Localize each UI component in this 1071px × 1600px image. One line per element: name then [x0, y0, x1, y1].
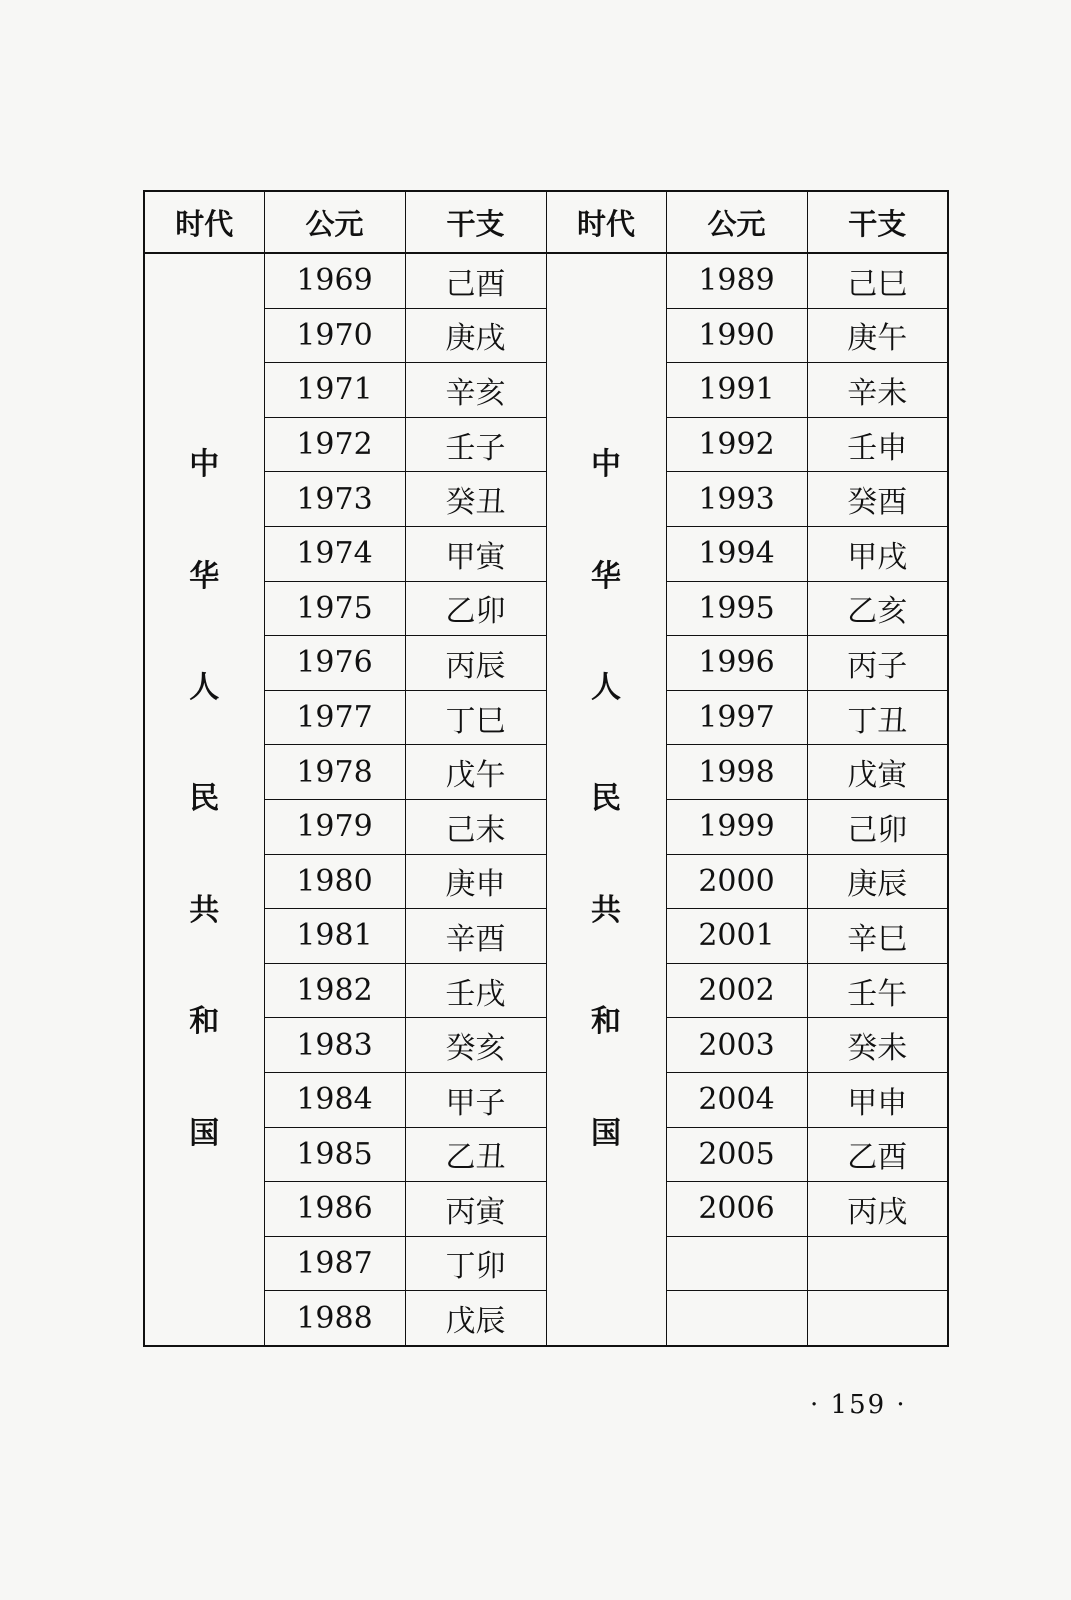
- year-cell: [666, 1236, 807, 1291]
- ganzhi-table: [143, 190, 949, 1347]
- year-cell: 2003: [666, 1018, 807, 1073]
- ganzhi-cell: 壬戌: [405, 963, 546, 1018]
- year-cell: 1981: [264, 909, 405, 964]
- era-char: 和: [189, 1004, 220, 1040]
- era-char: 共: [189, 892, 220, 928]
- ganzhi-cell: 庚戌: [405, 308, 546, 363]
- era-char: 中: [591, 447, 621, 483]
- ganzhi-cell: 庚申: [405, 854, 546, 909]
- ganzhi-cell: 甲寅: [405, 526, 546, 581]
- era-char: 民: [189, 781, 220, 817]
- ganzhi-cell: 己末: [405, 799, 546, 854]
- year-cell: 1977: [264, 690, 405, 745]
- ganzhi-cell: [807, 1291, 948, 1346]
- era-char: 民: [591, 781, 621, 817]
- year-cell: 1973: [264, 472, 405, 527]
- ganzhi-cell: 甲子: [405, 1072, 546, 1127]
- ganzhi-cell: 己酉: [405, 253, 546, 308]
- year-cell: 1991: [666, 363, 807, 418]
- year-cell: 1990: [666, 308, 807, 363]
- ganzhi-cell: 戊午: [405, 745, 546, 800]
- era-char: 共: [591, 892, 621, 928]
- header-era-right: 时代: [546, 191, 666, 253]
- year-cell: 1994: [666, 526, 807, 581]
- ganzhi-cell: 庚午: [807, 308, 948, 363]
- ganzhi-cell: 丁巳: [405, 690, 546, 745]
- ganzhi-cell: 辛巳: [807, 909, 948, 964]
- table-body: [144, 253, 948, 1346]
- header-era-left: 时代: [144, 191, 264, 253]
- header-ganzhi-left: 干支: [405, 191, 546, 253]
- year-cell: 1986: [264, 1182, 405, 1237]
- year-cell: 1992: [666, 417, 807, 472]
- year-cell: 1989: [666, 253, 807, 308]
- year-cell: 1983: [264, 1018, 405, 1073]
- ganzhi-cell: 乙卯: [405, 581, 546, 636]
- ganzhi-cell: 壬子: [405, 417, 546, 472]
- ganzhi-cell: 戊辰: [405, 1291, 546, 1346]
- era-text-right: [547, 409, 666, 1189]
- era-char: 和: [591, 1004, 621, 1040]
- ganzhi-cell: 庚辰: [807, 854, 948, 909]
- header-row: [144, 191, 948, 253]
- era-char: 人: [591, 669, 621, 705]
- era-text-left: [145, 409, 264, 1189]
- year-cell: 1976: [264, 636, 405, 691]
- ganzhi-cell: 己卯: [807, 799, 948, 854]
- ganzhi-cell: 癸丑: [405, 472, 546, 527]
- year-cell: [666, 1291, 807, 1346]
- ganzhi-cell: 丁卯: [405, 1236, 546, 1291]
- ganzhi-cell: 丙辰: [405, 636, 546, 691]
- year-cell: 1980: [264, 854, 405, 909]
- ganzhi-cell: 壬申: [807, 417, 948, 472]
- era-cell-left: [144, 253, 264, 1346]
- era-char: 人: [189, 669, 220, 705]
- year-cell: 1984: [264, 1072, 405, 1127]
- year-cell: 1979: [264, 799, 405, 854]
- year-cell: 2000: [666, 854, 807, 909]
- era-char: 国: [591, 1115, 621, 1151]
- ganzhi-cell: 丙子: [807, 636, 948, 691]
- year-cell: 1972: [264, 417, 405, 472]
- ganzhi-cell: 癸亥: [405, 1018, 546, 1073]
- year-cell: 2002: [666, 963, 807, 1018]
- era-char: 华: [591, 558, 621, 594]
- ganzhi-cell: 辛未: [807, 363, 948, 418]
- year-cell: 1982: [264, 963, 405, 1018]
- year-cell: 1996: [666, 636, 807, 691]
- table-row: [144, 253, 948, 308]
- ganzhi-cell: 己巳: [807, 253, 948, 308]
- year-cell: 1975: [264, 581, 405, 636]
- header-year-left: 公元: [264, 191, 405, 253]
- year-cell: 1978: [264, 745, 405, 800]
- year-cell: 1988: [264, 1291, 405, 1346]
- ganzhi-cell: 丁丑: [807, 690, 948, 745]
- year-cell: 1999: [666, 799, 807, 854]
- ganzhi-cell: 辛亥: [405, 363, 546, 418]
- year-cell: 1970: [264, 308, 405, 363]
- ganzhi-cell: 壬午: [807, 963, 948, 1018]
- ganzhi-cell: 戊寅: [807, 745, 948, 800]
- ganzhi-cell: 丙寅: [405, 1182, 546, 1237]
- header-ganzhi-right: 干支: [807, 191, 948, 253]
- page-number: · 159 ·: [810, 1390, 907, 1420]
- ganzhi-cell: 乙丑: [405, 1127, 546, 1182]
- ganzhi-cell: 癸酉: [807, 472, 948, 527]
- year-cell: 2005: [666, 1127, 807, 1182]
- header-year-right: 公元: [666, 191, 807, 253]
- ganzhi-cell: 辛酉: [405, 909, 546, 964]
- year-cell: 1969: [264, 253, 405, 308]
- ganzhi-cell: 癸未: [807, 1018, 948, 1073]
- era-char: 华: [189, 558, 220, 594]
- year-cell: 2004: [666, 1072, 807, 1127]
- ganzhi-cell: 丙戌: [807, 1182, 948, 1237]
- year-cell: 2001: [666, 909, 807, 964]
- year-cell: 2006: [666, 1182, 807, 1237]
- year-cell: 1995: [666, 581, 807, 636]
- year-cell: 1993: [666, 472, 807, 527]
- era-cell-right: [546, 253, 666, 1346]
- year-cell: 1997: [666, 690, 807, 745]
- ganzhi-cell: 甲戌: [807, 526, 948, 581]
- ganzhi-cell: [807, 1236, 948, 1291]
- year-cell: 1985: [264, 1127, 405, 1182]
- year-cell: 1998: [666, 745, 807, 800]
- ganzhi-cell: 乙酉: [807, 1127, 948, 1182]
- ganzhi-cell: 甲申: [807, 1072, 948, 1127]
- year-cell: 1971: [264, 363, 405, 418]
- year-cell: 1974: [264, 526, 405, 581]
- ganzhi-cell: 乙亥: [807, 581, 948, 636]
- era-char: 国: [189, 1115, 220, 1151]
- era-char: 中: [189, 447, 220, 483]
- year-cell: 1987: [264, 1236, 405, 1291]
